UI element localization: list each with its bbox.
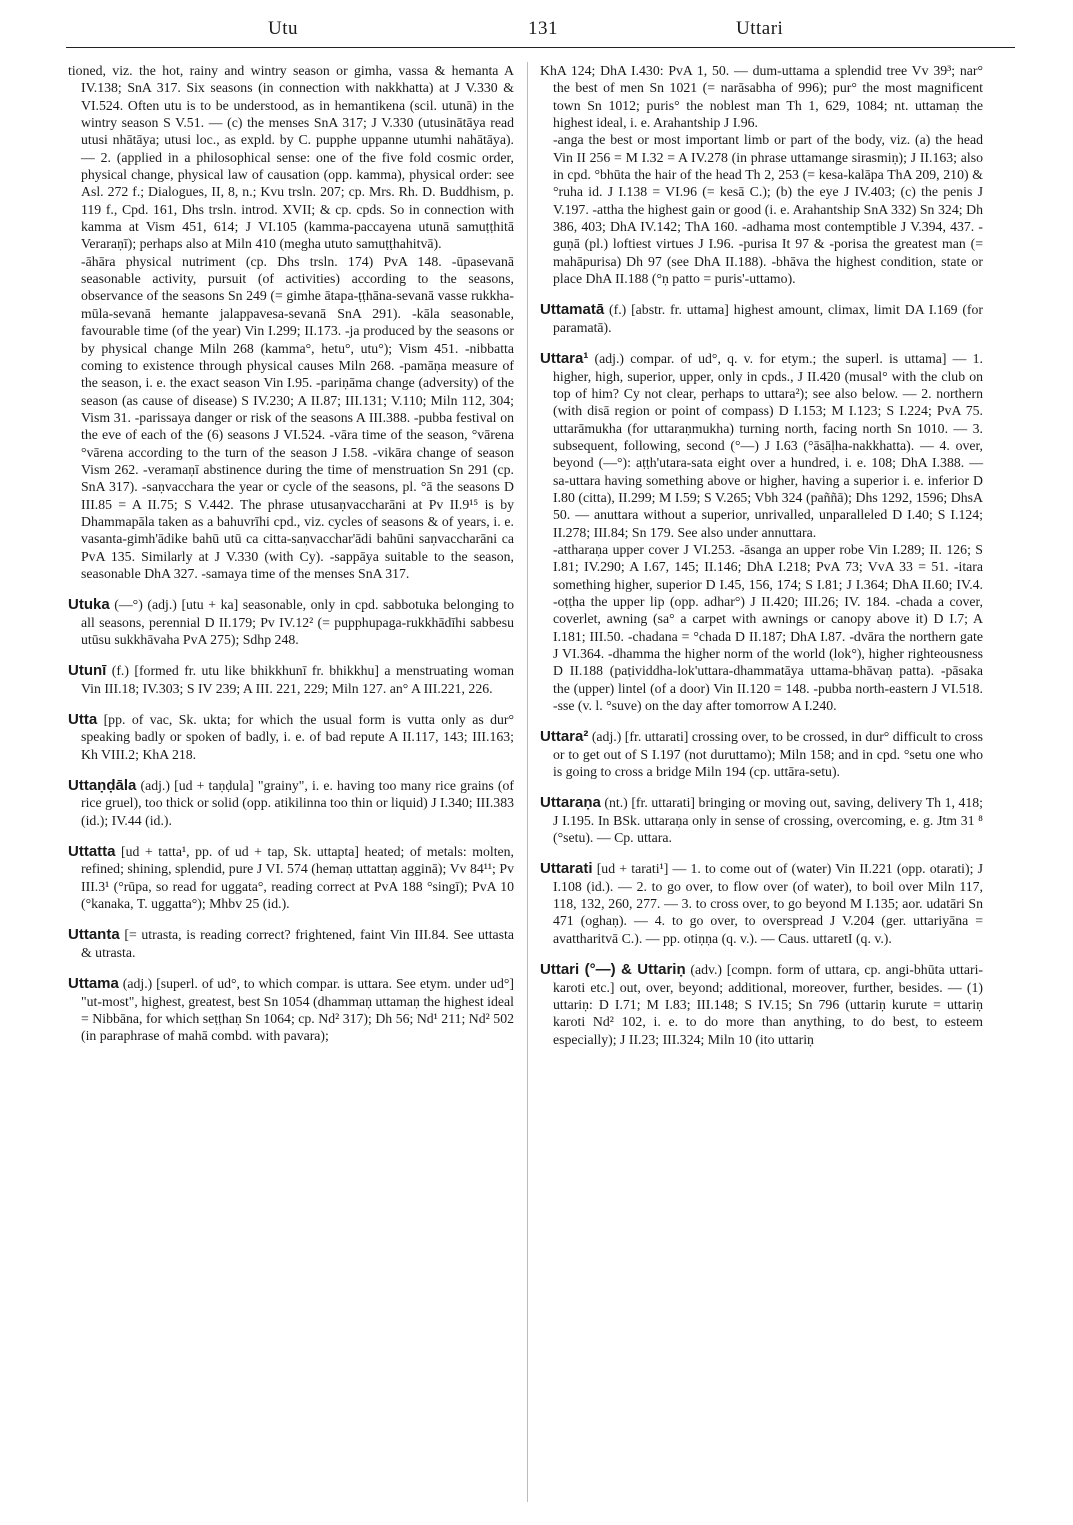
dictionary-entry (540, 860, 983, 947)
dictionary-entry (540, 794, 983, 846)
entry-paragraph (540, 131, 983, 287)
entry-paragraph (68, 777, 514, 829)
entry-paragraph (68, 843, 514, 912)
entry-text: (adj.) [ud + taṇḍula] "grainy", i. e. having too many rice grains (of rice gruel), too thick or solid (opp. atikilinna too thin or liquid) J I.340; III.383 (id.); IV.44 (id.). (81, 778, 515, 828)
entry-headword: Uttama (68, 975, 119, 993)
entry-headword: Uttaraṇa (540, 794, 601, 812)
header-left-word: Utu (268, 18, 298, 39)
page-header (68, 18, 1015, 44)
entry-paragraph (540, 860, 983, 947)
entry-text: (f.) [abstr. fr. uttama] highest amount, climax, limit DA I.169 (for paramatā). (553, 302, 983, 335)
entry-paragraph (540, 541, 983, 714)
entry-text: [ud + tatta¹, pp. of ud + tap, Sk. uttapta] heated; of metals: molten, refined; shining, splendid, pure J VI. 574 (hemaṇ uttattaṇ agginā); Vv 84¹¹; Pv III.3¹ (°rūpa, so read for uggata°, reading correct at PvA 188 °singī); PvA 10 (°kanaka, T. uggatta°); Mhbv 25 (id.). (81, 844, 514, 912)
dictionary-entry (68, 777, 514, 829)
entry-paragraph (68, 253, 514, 583)
dictionary-entry (540, 301, 983, 336)
entry-text: (adj.) compar. of ud°, q. v. for etym.; the superl. is uttama] — 1. higher, high, superior, upper, only in cpds., J II.420 (musal° with the club on top of him? Cy not clear, perhaps to uttara²); see also below. — 2. northern (with disā region or point of compass) D I.153; M I.123; S I.224; PvA 75. uttarāmukha (for uttaraṇmukha) turning north, facing north Sn 1010. — 3. subsequent, following, second (°—) J I.63 (°āsāḷha-nakkhatta). — 4. over, beyond (—°): aṭṭh'utara-sata eight over a hundred, i. e. 108; DhA I.388. — sa-uttara having something above or higher, having a superior i. e. inferior D I.80 (citta), II.299; M I.59; S V.265; Vbh 324 (paññā); Dhs 1292, 1596; DhsA 50. — anuttara without a superior, unrivalled, unparalleled D I.40; S I.124; II.278; III.84; Sn 179. See also under annuttara. (553, 351, 983, 540)
entry-text: [pp. of vac, Sk. ukta; for which the usual form is vutta only as dur° speaking badly or spoken of badly, i. e. of bad repute A II.117, 143; III.163; Kh VIII.2; KhA 218. (81, 712, 514, 762)
entry-paragraph (540, 961, 983, 1048)
entry-paragraph (68, 975, 514, 1044)
dictionary-entry (68, 62, 514, 582)
entry-headword: Uttaṇḍāla (68, 777, 137, 795)
entry-headword: Utuka (68, 596, 110, 614)
entry-text: (adj.) [superl. of ud°, to which compar. is uttara. See etym. under ud°] "ut-most", highest, greatest, best Sn 1054 (dhammaṇ uttamaṇ the highest ideal = Nibbāna, for which seṭṭhaṇ Sn 1064; cp. Nd² 317); Dh 56; Nd¹ 211; Nd² 502 (in paraphrase of mahā combd. with pavara); (81, 976, 514, 1044)
entry-paragraph (68, 711, 514, 763)
dictionary-entry (68, 596, 514, 648)
entry-paragraph (540, 301, 983, 336)
entry-text: (adv.) [compn. form of uttara, cp. angi-bhūta uttari-karoti etc.] out, over, beyond; additional, moreover, further, besides. — (1) uttariṇ: D I.71; M I.83; III.148; S IV.15; Sn 796 (uttariṇ kurute = uttariṇ karoti Nd² 102, i. e. to do more than anything, to do best, to esteem especially); J II.23; III.324; Miln 10 (ito uttariṇ (553, 962, 983, 1047)
entry-text: (adj.) [fr. uttarati] crossing over, to be crossed, in dur° difficult to cross or to get out of S I.197 (not duruttamo); Miln 158; and in cpd. °setu one who is going to cross a bridge Miln 194 (cp. uttāra-setu). (553, 729, 984, 780)
entry-text: -anga the best or most important limb or part of the body, viz. (a) the head Vin II 256 = M I.32 = A IV.278 (in phrase uttamange sirasmiṇ); J II.163; also in cpd. °bhūta the hair of the head Th 2, 253 (= kesa-kalāpa ThA 209, 210) & °ruha id. J I.138 = VI.96 (= kesā C.); (b) the eye J IV.403; (c) the penis J V.197. -attha the highest gain or good (i. e. Arahantship SnA 332) Sn 324; Dh 386, 403; DhA IV.142; ThA 160. -adhama most contemptible J V.394, 437. -guṇā (pl.) loftiest virtues J I.96. -purisa It 97 & -porisa the greatest man (= mahāpurisa) Dh 97 (see DhA II.188). -bhāva the highest condition, state or place DhA II.188 (°ṇ patto = puris'-uttamo). (553, 132, 983, 287)
dictionary-entry (68, 975, 514, 1044)
entry-headword: Utunī (68, 662, 107, 680)
entry-paragraph (540, 62, 983, 131)
entry-paragraph (540, 350, 983, 541)
entry-text: tioned, viz. the hot, rainy and wintry season or gimha, vassa & hemanta A IV.138; SnA 317. Six seasons (in connection with nakkhatta) at J V.330 & VI.524. Often utu is to be understood, as in hemantikena (scil. utunā) in the wintry season S V.51. — (c) the menses SnA 317; J V.330 (utusinātāya read utusi nhātāya; utusi loc., as expld. by C. pupphe uppanne utumhi nahātāya). — 2. (applied in a philosophical sense: one of the five fold cosmic order, physical change, physical law of causation (opp. kamma), physical order: see Asl. 272 f.; Dialogues, II, 8, n.; Kvu trsln. 207; cp. Mrs. Rh. D. Buddhism, p. 119 f., Cpd. 161, Dhs trsln. introd. XVII; & cp. cpds. So in connection with kamma at Vism 451, 614; J VI.105 (kamma-paccayena utunā samuṭṭhitā Veraraṇī); perhaps also at Miln 410 (megha ututo samuṭṭhahitvā). (68, 63, 514, 252)
dictionary-entry (68, 843, 514, 912)
entry-paragraph (68, 926, 514, 961)
left-column (68, 62, 514, 1045)
entry-text: [= utrasta, is reading correct? frightened, faint Vin III.84. See uttasta & utrasta. (81, 927, 515, 960)
entry-text: -attharaṇa upper cover J VI.253. -āsanga an upper robe Vin I.289; II. 126; S I.81; IV.290; A I.67, 145; II.146; DhA I.218; PvA 73; VvA 33 = 51. -itara something higher, superior D I.45, 156, 174; S I.81; J I.364; DhA II.60; IV.4. -oṭṭha the upper lip (opp. adhar°) J II.420; III.26; IV. 184. -chada a cover, coverlet, awning (sa° a carpet with awnings or canopy above it) D I.7; A I.181; III.50. -chadana = °chada D II.187; DhA I.87. -dvāra the northern gate J VI.364. -dhamma the higher norm of the world (lok°), higher righteousness D II.188 (paṭividdha-lok'uttara-dhammatāya uttama-bhāvaṇ patta). -pāsaka the (upper) lintel (of a door) Vin II.120 = 148. -pubba north-eastern J VI.518. -sse (v. l. °suve) on the day after tomorrow A I.240. (553, 541, 983, 714)
dictionary-entry (68, 711, 514, 763)
dictionary-entry (540, 728, 983, 780)
entry-text: (f.) [formed fr. utu like bhikkhunī fr. bhikkhu] a menstruating woman Vin III.18; IV.303; S IV 239; A III. 221, 229; Miln 127. an° A III.221, 226. (81, 663, 514, 696)
right-column (540, 62, 983, 1048)
entry-headword: Uttara² (540, 728, 589, 746)
entry-text: (—°) (adj.) [utu + ka] seasonable, only in cpd. sabbotuka belonging to all seasons, perennial D II.179; Pv IV.12² (= pupphupaga-rukkhādīhi sabbesu utūsu sukkhāvaha PvA 275); Sdhp 248. (81, 597, 514, 647)
column-divider (527, 62, 528, 1502)
entry-text: (nt.) [fr. uttarati] bringing or moving out, saving, delivery Th 1, 418; J I.195. In BSk. uttaraṇa only in sense of crossing, overcoming, e. g. Jtm 31 ⁸ (°setu). — Cp. uttara. (553, 795, 983, 846)
header-right-word: Uttari (736, 18, 784, 39)
entry-text: KhA 124; DhA I.430: PvA 1, 50. — dum-uttama a splendid tree Vv 39³; nar° the best of men Sn 1021 (= narāsabha of 996); pur° the most magnificent town Sn 1012; puris° the noblest man Th 1, 629, 1084; nt. uttamaṇ the highest ideal, i. e. Arahantship J I.96. (540, 63, 983, 131)
entry-paragraph (540, 794, 983, 846)
header-rule (66, 47, 1015, 48)
entry-text: -āhāra physical nutriment (cp. Dhs trsln. 174) PvA 148. -ūpasevanā seasonable activity, pursuit (of activities) according to the seasons, observance of the seasons Sn 249 (= gimhe ātapa-ṭṭhāna-sevanā vasse rukkha-mūla-sevanā hemante jalappavesa-sevanā SnA 291). -kāla seasonable, favourable time (of the year) Vin I.299; II.173. -ja produced by the seasons or by physical change Miln 268 (kamma°, hetu°, utu°); Vism 451. -nibbatta coming to existence through physical causes Miln 268. -pamāṇa measure of the season, i. e. the exact season Vin I.95. -pariṇāma change (adversity) of the season (as cause of disease) S IV.230; A II.87; III.131; V.110; Miln 112, 304; Vism 31. -parissaya danger or risk of the seasons A III.388. -pubba festival on the eve of each of the (6) seasons J VI.524. -vāra time of the season, °vārena °vārena according to the turn of the season J I.58. -vikāra change of season Vism 262. -veramaṇī abstinence during the time of menstruation Sn 291 (cp. SnA 317). -saṇvacchara the year or cycle of the seasons, pl. °ā the seasons D III.85 = A II.75; S V.442. The phrase utusaṇvaccharāni at Pv II.9¹⁵ is by Dhammapāla taken as a bahuvrīhi cpd., viz. cycles of seasons & of years, i. e. vasanta-gimh'ādike bahū utū ca citta-saṇvacchar'ādi bahūni saṇvaccharāni ca PvA 135. Similarly at J V.330 (with Cy). -sappāya suitable to the season, seasonable DhA 327. -samaya time of the menses SnA 317. (81, 253, 514, 581)
entry-headword: Uttarati (540, 860, 593, 878)
entry-paragraph (68, 662, 514, 697)
entry-headword: Uttari (°—) & Uttariṇ (540, 961, 686, 979)
entry-paragraph (68, 596, 514, 648)
entry-paragraph (68, 62, 514, 253)
entry-headword: Uttanta (68, 926, 120, 944)
entry-text: [ud + tarati¹] — 1. to come out of (water) Vin II.221 (opp. otarati); J I.108 (id.). — 2. to go over, to flow over (of water), to boil over Miln 117, 118, 132, 260, 277. — 3. to cross over, to go beyond M I.135; aor. udatāri Sn 471 (oghaṇ). — 4. to go over, to overspread J V.204 (ger. uttariyāna = avattharitvā C.). — pp. otiṇṇa (q. v.). — Caus. uttaretI (q. v.). (553, 861, 983, 946)
entry-headword: Uttatta (68, 843, 116, 861)
dictionary-entry (540, 62, 983, 287)
entry-headword: Uttara¹ (540, 350, 589, 368)
dictionary-entry (68, 926, 514, 961)
entry-headword: Utta (68, 711, 98, 729)
page-number: 131 (528, 18, 558, 39)
dictionary-entry (68, 662, 514, 697)
dictionary-entry (540, 350, 983, 714)
entry-headword: Uttamatā (540, 301, 605, 319)
dictionary-entry (540, 961, 983, 1048)
entry-paragraph (540, 728, 983, 780)
